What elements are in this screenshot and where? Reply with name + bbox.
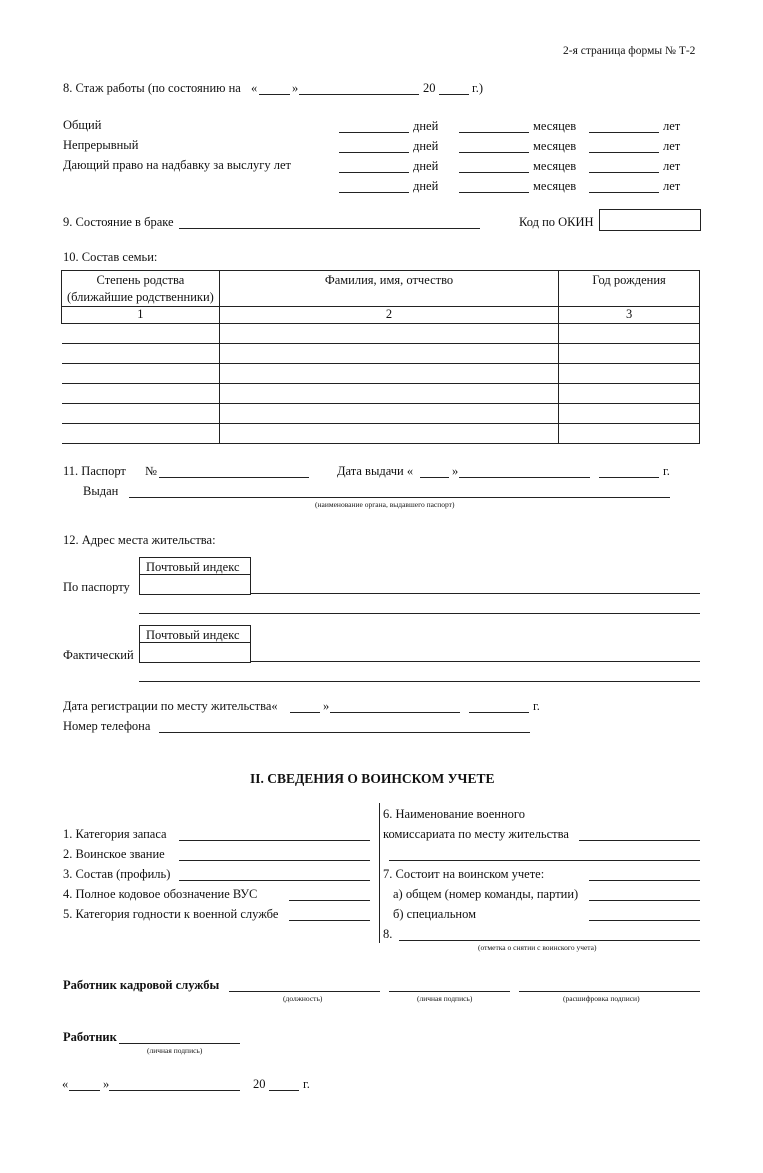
okin-label: Код по ОКИН (519, 215, 594, 229)
signature-year-field[interactable] (269, 1090, 299, 1091)
family-cell[interactable] (62, 324, 220, 344)
registration-month-field[interactable] (330, 712, 460, 713)
s8-year-prefix: 20 (423, 81, 436, 95)
signature-day-field[interactable] (69, 1090, 100, 1091)
postal-index-divider (139, 642, 250, 643)
table-row (62, 324, 700, 344)
s8-row-bonus: Дающий право на надбавку за выслугу лет (63, 159, 291, 172)
passport-issue-year-field[interactable] (599, 477, 659, 478)
deregistration-caption: (отметка о снятии с воинского учета) (478, 943, 597, 952)
s8-months-field[interactable] (459, 152, 529, 153)
s8-quote-close: » (292, 81, 299, 95)
s8-years-field[interactable] (589, 172, 659, 173)
s8-years-field[interactable] (589, 132, 659, 133)
composition-label: 3. Состав (профиль) (63, 867, 171, 881)
s8-month-field[interactable] (299, 94, 419, 95)
signature-year-prefix: 20 (253, 1077, 266, 1091)
family-cell[interactable] (219, 404, 558, 424)
family-cell[interactable] (219, 324, 558, 344)
form-page-header: 2-я страница формы № Т-2 (563, 45, 696, 57)
family-cell[interactable] (559, 404, 700, 424)
commissariat-label-2: комиссариата по месту жительства (383, 827, 569, 841)
s8-unit-months: месяцев (533, 159, 577, 173)
s8-days-field[interactable] (339, 192, 409, 193)
registration-year-field[interactable] (469, 712, 529, 713)
military-registration-field[interactable] (589, 880, 700, 881)
postal-index-label: Почтовый индекс (146, 628, 240, 642)
fitness-category-field[interactable] (289, 920, 370, 921)
s8-unit-years: лет (663, 179, 681, 193)
worker-label: Работник (63, 1030, 117, 1044)
s8-day-field[interactable] (259, 94, 290, 95)
special-registration-label: б) специальном (393, 907, 477, 921)
actual-address-field-2[interactable] (139, 681, 700, 682)
phone-field[interactable] (159, 732, 530, 733)
family-cell[interactable] (62, 404, 220, 424)
table-row (62, 344, 700, 364)
family-cell[interactable] (219, 424, 558, 444)
family-cell[interactable] (62, 364, 220, 384)
worker-signature-field[interactable] (119, 1043, 240, 1044)
vus-code-field[interactable] (289, 900, 370, 901)
s8-quote-open: « (251, 81, 258, 95)
s8-months-field[interactable] (459, 192, 529, 193)
hr-signature-caption: (личная подпись) (417, 994, 473, 1003)
s8-unit-days: дней (413, 159, 439, 173)
general-registration-label: а) общем (номер команды, партии) (393, 887, 579, 901)
registration-year-suffix: г. (533, 699, 540, 713)
s8-years-field[interactable] (589, 152, 659, 153)
passport-issue-date-label: Дата выдачи « (337, 464, 414, 478)
deregistration-label: 8. (383, 927, 393, 941)
s8-row-total: Общий (63, 118, 102, 132)
military-divider (379, 803, 380, 943)
s8-unit-years: лет (663, 119, 681, 133)
passport-issued-by-field[interactable] (129, 497, 670, 498)
table-row (62, 364, 700, 384)
s8-days-field[interactable] (339, 152, 409, 153)
family-cell[interactable] (62, 344, 220, 364)
marital-status-field[interactable] (179, 228, 480, 229)
s8-year-suffix: г.) (472, 81, 484, 95)
actual-address-label: Фактический (63, 648, 134, 662)
hr-worker-label: Работник кадровой службы (63, 978, 220, 992)
actual-address-field[interactable] (250, 661, 700, 662)
s11-label: 11. Паспорт (63, 464, 126, 478)
passport-issue-day-field[interactable] (420, 477, 449, 478)
okin-code-field[interactable] (599, 209, 701, 231)
vus-code-label: 4. Полное кодовое обозначение ВУС (63, 887, 258, 901)
military-section-title: II. СВЕДЕНИЯ О ВОИНСКОМ УЧЕТЕ (250, 771, 495, 786)
reserve-category-label: 1. Категория запаса (63, 827, 167, 841)
family-cell[interactable] (62, 384, 220, 404)
deregistration-field[interactable] (399, 940, 700, 941)
s8-row-continuous: Непрерывный (63, 138, 139, 152)
passport-issued-by-caption: (наименование органа, выдавшего паспорт) (315, 500, 455, 509)
passport-number-field[interactable] (159, 477, 309, 478)
signature-year-suffix: г. (303, 1077, 310, 1091)
family-col-birthyear: Год рождения (559, 271, 700, 307)
registration-day-field[interactable] (290, 712, 320, 713)
passport-address-field[interactable] (250, 593, 700, 594)
passport-address-field-2[interactable] (139, 613, 700, 614)
fitness-category-label: 5. Категория годности к военной службе (63, 907, 279, 921)
family-cell[interactable] (559, 364, 700, 384)
s8-unit-years: лет (663, 139, 681, 153)
family-col-number: 2 (219, 307, 558, 324)
hr-position-field[interactable] (229, 991, 380, 992)
family-cell[interactable] (219, 384, 558, 404)
passport-quote-close: » (452, 464, 459, 478)
date-quote-open: « (62, 1077, 69, 1091)
s8-months-field[interactable] (459, 172, 529, 173)
special-registration-field[interactable] (589, 920, 700, 921)
s8-unit-years: лет (663, 159, 681, 173)
s8-unit-days: дней (413, 179, 439, 193)
military-rank-label: 2. Воинское звание (63, 847, 165, 861)
phone-label: Номер телефона (63, 719, 151, 733)
s8-months-field[interactable] (459, 132, 529, 133)
postal-index-label: Почтовый индекс (146, 560, 240, 574)
composition-field[interactable] (179, 880, 370, 881)
family-col-relation: Степень родства (ближайшие родственники) (62, 271, 220, 307)
s8-unit-days: дней (413, 119, 439, 133)
military-registration-label: 7. Состоит на воинском учете: (383, 867, 545, 881)
commissariat-label-1: 6. Наименование военного (383, 807, 525, 821)
worker-signature-caption: (личная подпись) (147, 1046, 203, 1055)
date-quote-close: » (103, 1077, 110, 1091)
s8-unit-months: месяцев (533, 179, 577, 193)
reserve-category-field[interactable] (179, 840, 370, 841)
family-cell[interactable] (62, 424, 220, 444)
passport-year-suffix: г. (663, 464, 670, 478)
general-registration-field[interactable] (589, 900, 700, 901)
s8-year-field[interactable] (439, 94, 469, 95)
hr-decoding-caption: (расшифровка подписи) (563, 994, 640, 1003)
s8-days-field[interactable] (339, 172, 409, 173)
by-passport-label: По паспорту (63, 580, 130, 594)
family-cell[interactable] (559, 324, 700, 344)
table-row (62, 424, 700, 444)
postal-index-divider (139, 574, 250, 575)
family-table (61, 270, 700, 444)
s10-label: 10. Состав семьи: (63, 250, 158, 264)
s8-years-field[interactable] (589, 192, 659, 193)
registration-quote-close: » (323, 699, 330, 713)
s8-unit-months: месяцев (533, 139, 577, 153)
commissariat-field[interactable] (579, 840, 700, 841)
s8-unit-months: месяцев (533, 119, 577, 133)
family-cell[interactable] (559, 424, 700, 444)
signature-month-field[interactable] (109, 1090, 240, 1091)
s9-label: 9. Состояние в браке (63, 215, 174, 229)
table-row (62, 384, 700, 404)
s8-unit-days: дней (413, 139, 439, 153)
family-cell[interactable] (219, 344, 558, 364)
family-col-name: Фамилия, имя, отчество (219, 271, 558, 307)
family-cell[interactable] (559, 344, 700, 364)
registration-date-label: Дата регистрации по месту жительства« (63, 699, 278, 713)
commissariat-field-2[interactable] (389, 860, 700, 861)
hr-signature-field[interactable] (389, 991, 510, 992)
family-cell[interactable] (219, 364, 558, 384)
family-col-number: 3 (559, 307, 700, 324)
passport-issue-month-field[interactable] (459, 477, 590, 478)
hr-position-caption: (должность) (283, 994, 323, 1003)
passport-issued-by-label: Выдан (83, 484, 119, 498)
military-rank-field[interactable] (179, 860, 370, 861)
family-cell[interactable] (559, 384, 700, 404)
family-col-number: 1 (62, 307, 220, 324)
table-row (62, 404, 700, 424)
hr-decoding-field[interactable] (519, 991, 700, 992)
s12-label: 12. Адрес места жительства: (63, 533, 216, 547)
s8-days-field[interactable] (339, 132, 409, 133)
s8-label: 8. Стаж работы (по состоянию на (63, 81, 241, 95)
passport-number-sign: № (145, 464, 157, 478)
